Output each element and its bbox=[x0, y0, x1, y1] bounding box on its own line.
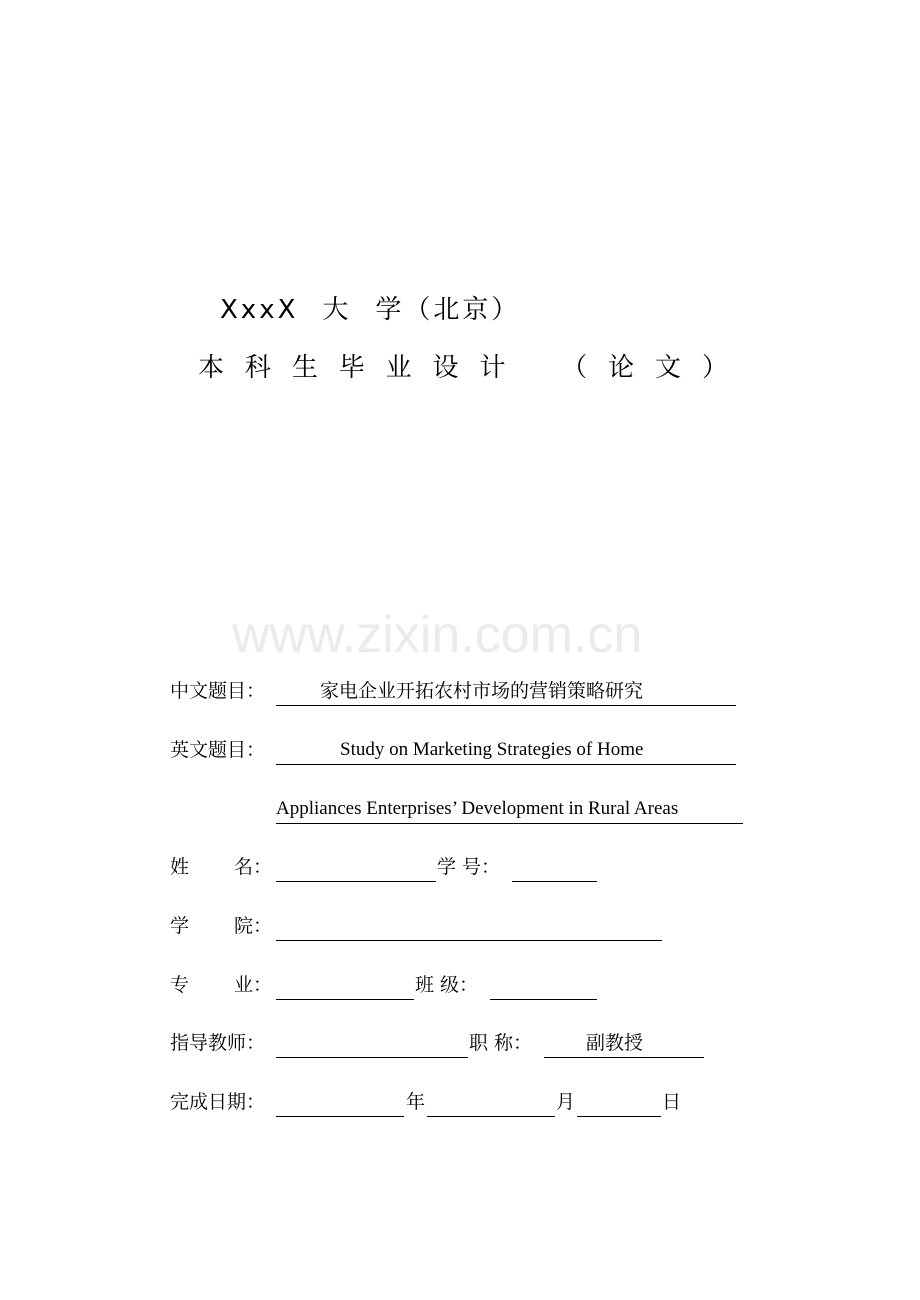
advisor-field[interactable] bbox=[276, 1028, 468, 1058]
cn-title-row bbox=[170, 676, 740, 706]
month-field[interactable] bbox=[427, 1087, 555, 1117]
thesis-char: ） bbox=[701, 353, 728, 383]
college-label-second: 院： bbox=[234, 915, 273, 937]
thesis-char: 设 bbox=[432, 353, 459, 383]
college-label-first: 学 bbox=[170, 915, 190, 937]
class-field[interactable] bbox=[490, 970, 597, 1000]
thesis-char: 论 bbox=[608, 353, 635, 383]
thesis-char: 计 bbox=[479, 353, 506, 383]
year-field[interactable] bbox=[276, 1087, 404, 1117]
major-label-second: 业： bbox=[234, 974, 273, 996]
university-suffix: 学（北京） bbox=[375, 295, 521, 325]
class-label: 班 级： bbox=[415, 974, 479, 996]
thesis-char: 文 bbox=[655, 353, 682, 383]
major-field[interactable] bbox=[276, 970, 414, 1000]
cn-title-label: 中文题目： bbox=[170, 680, 266, 702]
name-label-first: 姓 bbox=[170, 856, 190, 878]
thesis-char: 本 bbox=[198, 353, 225, 383]
student-id-label: 学 号： bbox=[437, 856, 501, 878]
date-row bbox=[170, 1087, 690, 1117]
en-title-row-2 bbox=[170, 794, 745, 824]
thesis-char: 科 bbox=[244, 353, 271, 383]
advisor-label: 指导教师： bbox=[170, 1032, 266, 1054]
thesis-char: （ bbox=[561, 353, 588, 383]
watermark: www.zixin.com.cn bbox=[232, 606, 643, 664]
date-label: 完成日期： bbox=[170, 1091, 266, 1113]
college-field[interactable] bbox=[276, 911, 662, 941]
major-label-first: 专 bbox=[170, 974, 190, 996]
thesis-char: 生 bbox=[291, 353, 318, 383]
year-label: 年 bbox=[406, 1091, 426, 1113]
university-name bbox=[220, 290, 520, 330]
name-field[interactable] bbox=[276, 852, 436, 882]
university-char-da: 大 bbox=[322, 295, 352, 325]
name-row bbox=[170, 852, 600, 882]
thesis-heading bbox=[198, 348, 728, 388]
day-field[interactable] bbox=[577, 1087, 661, 1117]
month-label: 月 bbox=[556, 1091, 576, 1113]
en-title-line-1[interactable]: Study on Marketing Strategies of Home bbox=[276, 735, 736, 765]
student-id-field[interactable] bbox=[512, 852, 597, 882]
college-row bbox=[170, 911, 665, 941]
advisor-title-value[interactable]: 副教授 bbox=[544, 1028, 704, 1058]
university-abbrev: XxxX bbox=[220, 295, 299, 325]
thesis-char: 业 bbox=[385, 353, 412, 383]
advisor-title-label: 职 称： bbox=[469, 1032, 533, 1054]
name-label-second: 名： bbox=[234, 856, 273, 878]
major-row bbox=[170, 970, 600, 1000]
advisor-row bbox=[170, 1028, 710, 1058]
en-title-row bbox=[170, 735, 740, 765]
cn-title-value[interactable]: 家电企业开拓农村市场的营销策略研究 bbox=[276, 676, 736, 706]
thesis-char: 毕 bbox=[338, 353, 365, 383]
en-title-label: 英文题目： bbox=[170, 739, 266, 761]
day-label: 日 bbox=[662, 1091, 682, 1113]
en-title-line-2[interactable]: Appliances Enterprises’ Development in Rural Areas bbox=[276, 794, 743, 824]
